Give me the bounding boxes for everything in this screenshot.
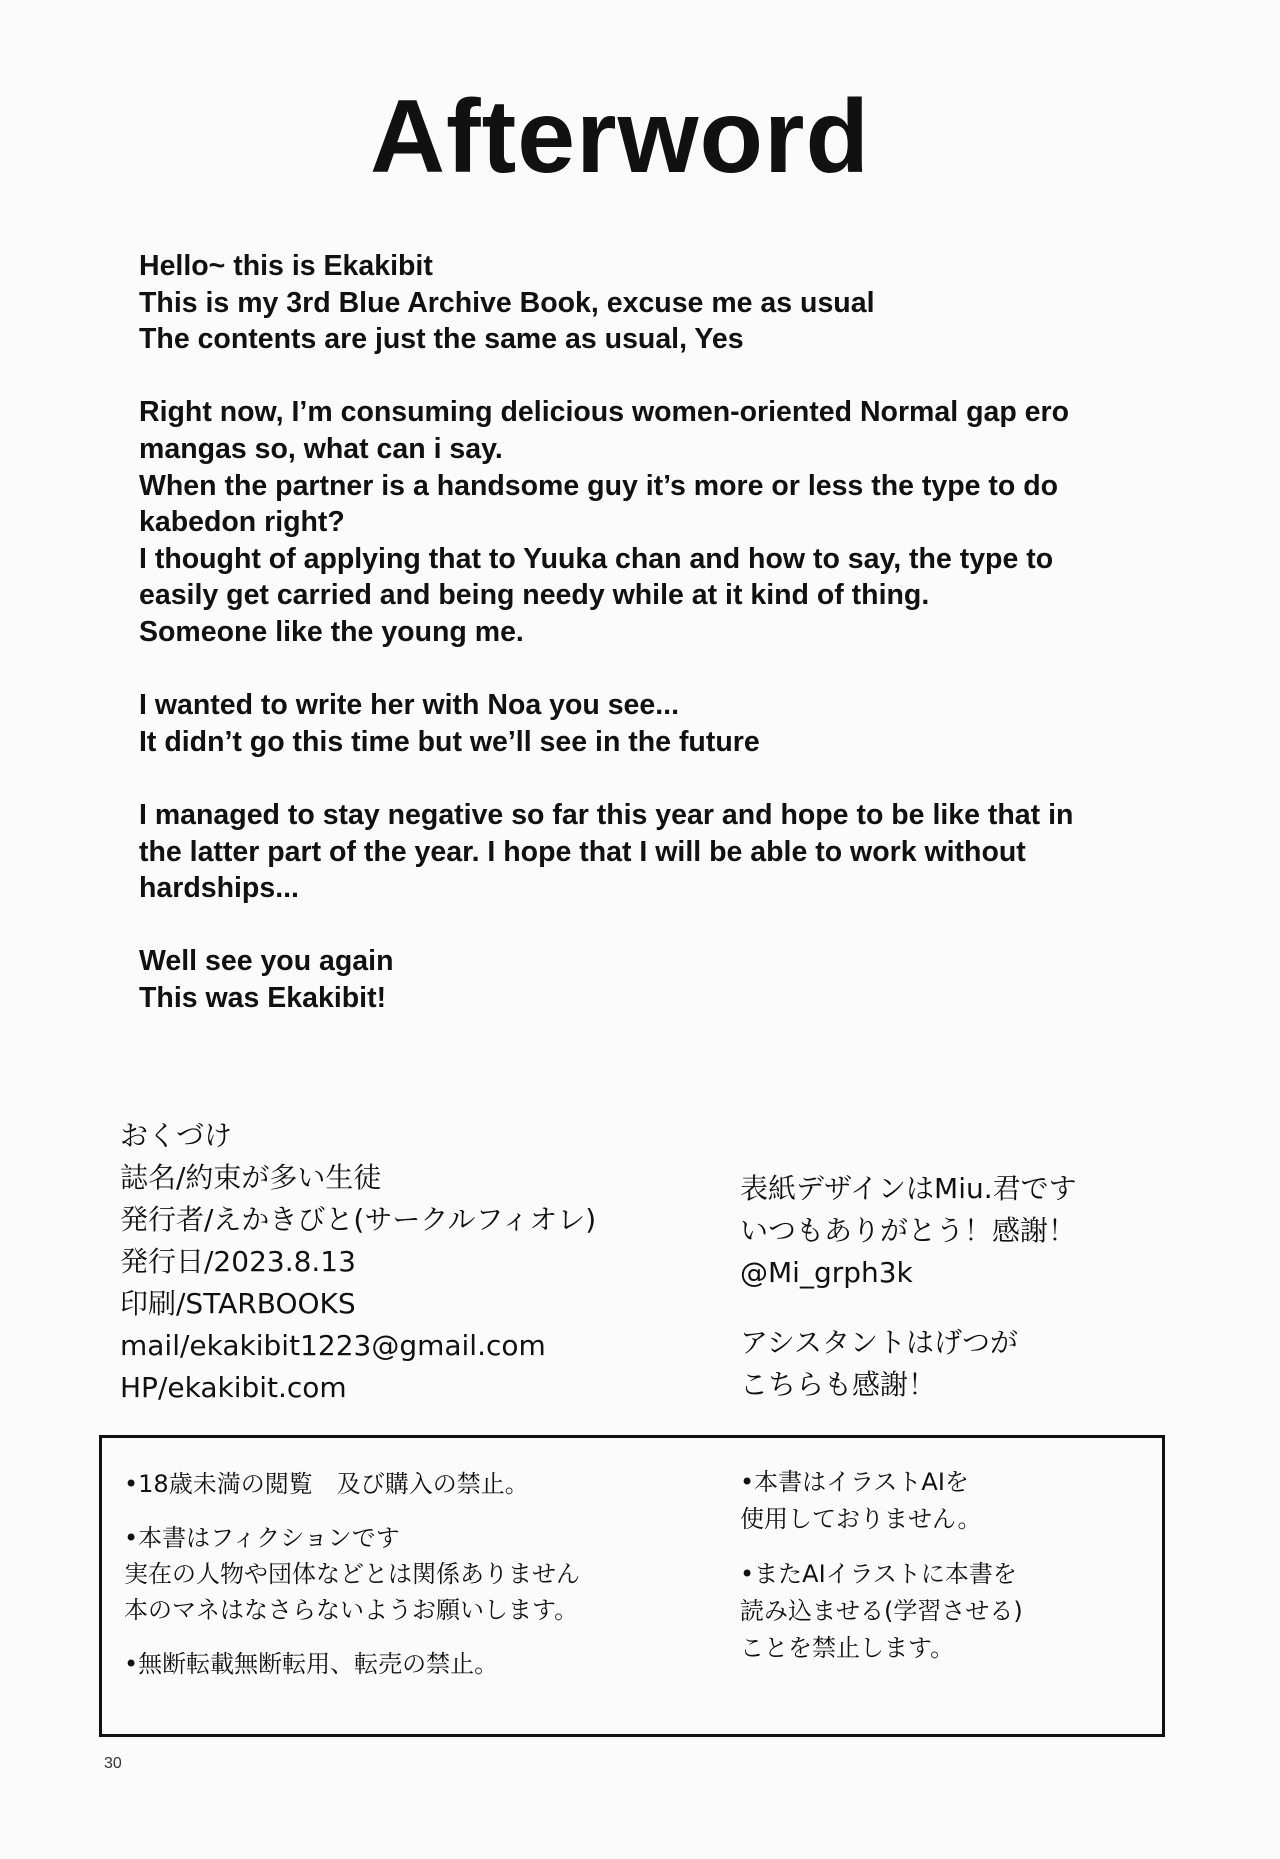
paragraph bbox=[139, 687, 1159, 760]
notice-line: 使用しておりません。 bbox=[740, 1505, 982, 1533]
assistant-credit: アシスタントはげつが bbox=[740, 1326, 1019, 1359]
text-line: I managed to stay negative so far this year and hope to be like that in bbox=[139, 798, 1074, 831]
text-line: Hello~ this is Ekakibit bbox=[139, 250, 433, 282]
paragraph bbox=[139, 943, 1159, 1016]
colophon-publisher: 発行者/えかきびと(サークルフィオレ) bbox=[120, 1203, 597, 1236]
notice-line: •18歳未満の閲覧 及び購入の禁止。 bbox=[124, 1470, 529, 1498]
colophon-printer: 印刷/STARBOOKS bbox=[120, 1287, 356, 1320]
notice-line: 実在の人物や団体などとは関係ありません bbox=[124, 1560, 580, 1588]
colophon-heading: おくづけ bbox=[120, 1119, 233, 1152]
text-line: the latter part of the year. I hope that I will be able to work without bbox=[139, 835, 1026, 868]
text-line: It didn’t go this time but we’ll see in the future bbox=[139, 725, 760, 758]
colophon bbox=[120, 1115, 596, 1409]
colophon-mail: mail/ekakibit1223@gmail.com bbox=[120, 1329, 546, 1362]
text-line: easily get carried and being needy while at it kind of thing. bbox=[139, 579, 930, 612]
assistant-thanks: こちらも感謝！ bbox=[740, 1368, 937, 1401]
credits bbox=[740, 1168, 1077, 1406]
notice-item bbox=[124, 1520, 580, 1628]
notice-line: 読み込ませる(学習させる) bbox=[740, 1597, 1023, 1625]
page-number: 30 bbox=[104, 1755, 122, 1772]
notice-item bbox=[740, 1464, 1023, 1538]
notice-line: •またAIイラストに本書を bbox=[740, 1560, 1017, 1588]
notice-item bbox=[740, 1556, 1023, 1667]
text-line: The contents are just the same as usual, Yes bbox=[139, 323, 744, 356]
afterword-body bbox=[139, 248, 1159, 1053]
text-line: mangas so, what can i say. bbox=[139, 432, 503, 465]
text-line: Someone like the young me. bbox=[139, 615, 524, 648]
paragraph bbox=[139, 394, 1159, 650]
notice-line: ことを禁止します。 bbox=[740, 1634, 955, 1662]
paragraph bbox=[139, 248, 1159, 358]
text-line: Right now, I’m consuming delicious women-oriented Normal gap ero bbox=[139, 396, 1070, 429]
text-line: hardships... bbox=[139, 872, 299, 905]
text-line: I wanted to write her with Noa you see... bbox=[139, 689, 680, 722]
notice-column-right bbox=[740, 1464, 1023, 1685]
notice-item bbox=[124, 1646, 580, 1682]
notice-line: •本書はフィクションです bbox=[124, 1524, 400, 1552]
notice-column-left bbox=[124, 1466, 580, 1700]
colophon-homepage: HP/ekakibit.com bbox=[120, 1371, 347, 1404]
colophon-date: 発行日/2023.8.13 bbox=[120, 1245, 356, 1278]
text-line: Well see you again bbox=[139, 945, 394, 978]
notice-line: •無断転載無断転用、転売の禁止。 bbox=[124, 1650, 499, 1678]
cover-credit: 表紙デザインはMiu.君です bbox=[740, 1172, 1077, 1205]
cover-thanks: いつもありがとう！感謝！ bbox=[740, 1214, 1077, 1247]
page-title: Afterword bbox=[369, 79, 871, 195]
colophon-title: 誌名/約束が多い生徒 bbox=[120, 1161, 382, 1194]
notice-line: •本書はイラストAIを bbox=[740, 1468, 969, 1496]
notice-box bbox=[99, 1435, 1165, 1737]
paragraph bbox=[139, 797, 1159, 907]
text-line: This was Ekakibit! bbox=[139, 981, 387, 1014]
text-line: kabedon right? bbox=[139, 506, 345, 539]
text-line: This is my 3rd Blue Archive Book, excuse me as usual bbox=[139, 286, 875, 319]
notice-line: 本のマネはなさらないようお願いします。 bbox=[124, 1596, 579, 1624]
text-line: When the partner is a handsome guy it’s more or less the type to do bbox=[139, 469, 1059, 502]
text-line: I thought of applying that to Yuuka chan and how to say, the type to bbox=[139, 542, 1054, 575]
cover-handle: @Mi_grph3k bbox=[740, 1256, 913, 1289]
notice-item bbox=[124, 1466, 580, 1502]
